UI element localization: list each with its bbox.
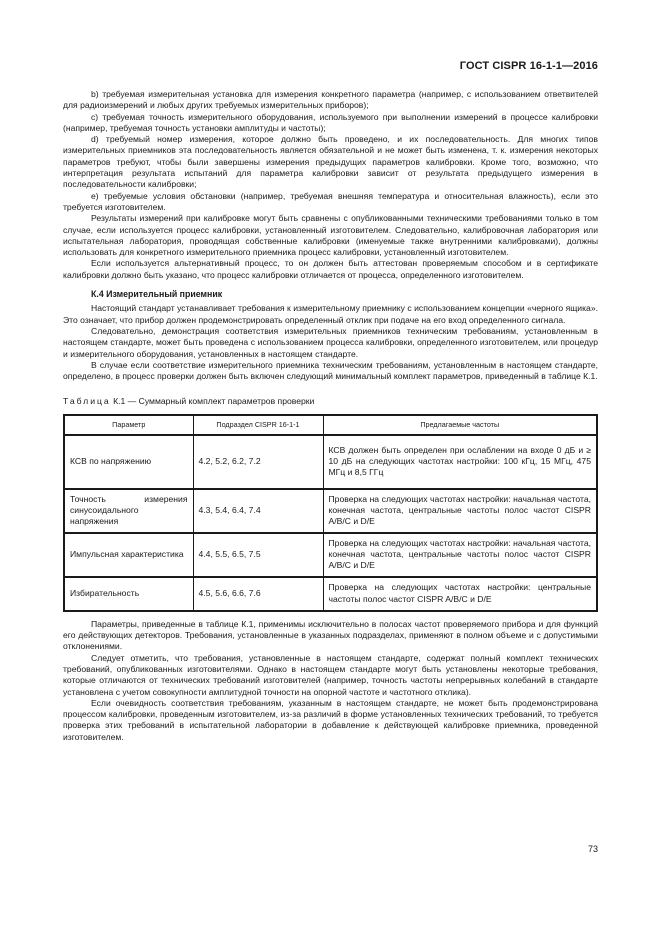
paragraph-applicability: Параметры, приведенные в таблице К.1, применимы исключительно в полосах частот проверяемого прибора и для функций его действующих детекторов. Требования, установленные в указанных подразделах, применяют в полном объеме и с допустимыми отклонениями. — [63, 618, 598, 652]
cell-frequencies: Проверка на следующих частотах настройки: начальная частота, конечная частота, центральные частоты полос частот CISPR A/B/C и D/E — [323, 489, 597, 533]
table-row — [64, 435, 597, 489]
cell-subsection: 4.4, 5.5, 6.5, 7.5 — [193, 533, 323, 577]
paragraph-minimum-set: В случае если соответствие измерительного приемника техническим требованиям, установленным в настоящем стандарте, определено, в процесс проверки должен быть включен следующий минимальный комплект параметров, приведенный в таблице К.1. — [63, 359, 598, 382]
section-title: К.4 Измерительный приемник — [91, 289, 223, 300]
cell-parameter: Импульсная характеристика — [64, 533, 193, 577]
cell-parameter: Точность измерения синусоидального напряжения — [64, 489, 193, 533]
cell-frequencies: Проверка на следующих частотах настройки: начальная частота, конечная частота, центральные частоты полос частот CISPR A/B/C и D/E — [323, 533, 597, 577]
standard-header: ГОСТ CISPR 16-1-1—2016 — [459, 60, 598, 72]
paragraph-item-b: b) требуемая измерительная установка для измерения конкретного параметра (например, с использованием ответвителей для радиоизмерений и любых других требуемых измерительных приборов); — [63, 89, 598, 111]
parameters-table — [63, 414, 598, 612]
cell-subsection: 4.3, 5.4, 6.4, 7.4 — [193, 489, 323, 533]
paragraph-note: Следует отметить, что требования, установленные в настоящем стандарте, содержат полный комплект технических требований, опубликованных изготовителями. Однако в настоящем стандарте могут быть установлены некоторые требования, которые отличаются от технических требований изготовителей (например, точность частоты непрерывных колебаний в стандарте установлена с учетом совокупности амплитудной точности на опорной частоте и частотного отклика). — [63, 652, 598, 697]
paragraph-calibration-results: Результаты измерений при калибровке могут быть сравнены с опубликованными техническими требованиями только в том случае, если используется процесс калибровки, установленный изготовителем. Следовательно, калибровочная лаборатория или испытательная лаборатория, проводящая собственные калибровки (именуемые также внутренними калибровками), должны использовать для конкретного измерительного приемника процесс калибровки, установленный изготовителем. — [63, 213, 598, 258]
table-caption-text: К.1 — Суммарный комплект параметров проверки — [113, 396, 315, 407]
table-row — [64, 577, 597, 611]
cell-frequencies: КСВ должен быть определен при ослаблении на входе 0 дБ и ≥ 10 дБ на следующих частотах настройки: 100 кГц, 15 МГц, 475 МГц и 8,5 ГГц — [323, 435, 597, 489]
cell-subsection: 4.2, 5.2, 6.2, 7.2 — [193, 435, 323, 489]
page-number: 73 — [587, 844, 598, 854]
cell-frequencies: Проверка на следующих частотах настройки: центральные частоты полос частот CISPR A/B/C и D/E — [323, 577, 597, 611]
table-caption-prefix: Таблица — [63, 396, 111, 407]
paragraph-demonstration: Следовательно, демонстрация соответствия измерительных приемников техническим требованиям, установленным в настоящем стандарте, может быть проведена с использованием процесса калибровки, определенного изготовителем, или процедур и измерительного оборудования, установленных в настоящем стандарте. — [63, 325, 598, 359]
paragraph-black-box: Настоящий стандарт устанавливает требования к измерительному приемнику с использованием концепции «черного ящика». Это означает, что прибор должен продемонстрировать определенный отклик при подаче на его вход определенного сигнала. — [63, 303, 598, 325]
table-row — [64, 489, 597, 533]
paragraph-item-d: d) требуемый номер измерения, которое должно быть проведено, и их последовательность. Для многих типов измерительных приемников эта последовательность является обязательной и не может быть изменена, т. к. измерения некоторых параметров требуют, чтобы были завершены измерения предыдущих параметров калибровки. Кроме того, возможно, что интерпретация результата испытаний для параметра калибровки зависит от результата предыдущего измерения в последовательности калибровки; — [63, 134, 598, 190]
table-row — [64, 533, 597, 577]
cell-parameter: Избирательность — [64, 577, 193, 611]
table-caption — [63, 396, 598, 407]
paragraph-alternative-process: Если используется альтернативный процесс, то он должен быть аттестован проверяемым способом и в сертификате калибровки должно быть указано, что процесс калибровки отличается от процесса, определенного изготовителем. — [63, 258, 598, 280]
table-header-row — [64, 415, 597, 435]
paragraph-verification: Если очевидность соответствия требованиям, указанным в настоящем стандарте, не может быть продемонстрирована процессом калибровки, проведенным изготовителем, из-за различий в форме установленных технических требований, то требуется проверка этих требований в испытательной лаборатории в добавление к действующей калибровке приемника, проведенной изготовителем. — [63, 697, 598, 742]
header-parameter: Параметр — [64, 415, 193, 435]
header-subsection: Подраздел CISPR 16-1-1 — [193, 415, 323, 435]
paragraph-item-c: c) требуемая точность измерительного оборудования, используемого при выполнении измерений в процессе калибровки (например, требуемая точность установки амплитуды и частоты); — [63, 111, 598, 133]
header-frequencies: Предлагаемые частоты — [323, 415, 597, 435]
paragraph-item-e: e) требуемые условия обстановки (например, требуемая внешняя температура и относительная влажность), если это требуется изготовителем. — [63, 190, 598, 212]
cell-subsection: 4.5, 5.6, 6.6, 7.6 — [193, 577, 323, 611]
cell-parameter: КСВ по напряжению — [64, 435, 193, 489]
document-body — [63, 89, 598, 743]
